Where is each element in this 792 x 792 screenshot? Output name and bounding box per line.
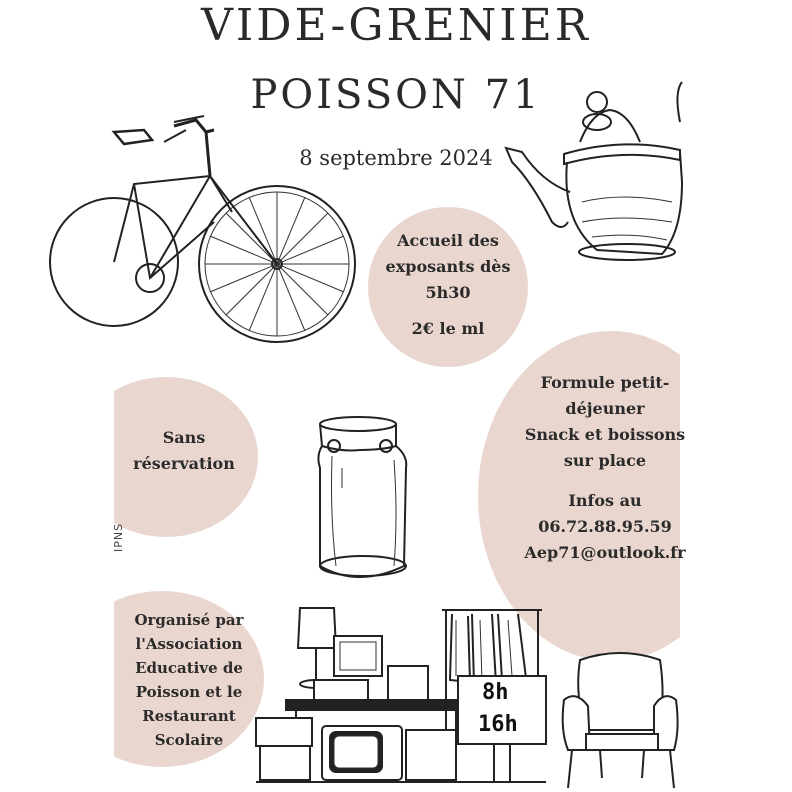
milk-can-illustration xyxy=(312,416,412,586)
reservation-line-2: réservation xyxy=(133,454,235,473)
accueil-line-4: 2€ le ml xyxy=(411,319,485,338)
organise-line-6: Scolaire xyxy=(154,731,224,749)
formule-line-6: 06.72.88.95.59 xyxy=(538,517,672,536)
closing-time: 16h xyxy=(478,712,518,737)
organise-line-5: Restaurant xyxy=(142,707,236,725)
teapot-illustration xyxy=(502,82,682,262)
organise-text xyxy=(116,608,262,752)
organise-line-2: l'Association xyxy=(135,635,243,653)
armchair-illustration xyxy=(560,650,680,790)
bicycle-illustration xyxy=(114,112,364,342)
ipns-label: IPNS xyxy=(112,522,125,552)
formule-line-4: sur place xyxy=(563,451,647,470)
reservation-line-1: Sans xyxy=(162,428,206,447)
formule-line-2: déjeuner xyxy=(565,399,645,418)
reservation-text xyxy=(114,425,254,477)
opening-time: 8h xyxy=(482,680,509,705)
title-line-1: VIDE-GRENIER xyxy=(201,0,591,51)
formule-line-5: Infos au xyxy=(568,491,642,510)
accueil-line-3: 5h30 xyxy=(425,283,471,302)
event-date: 8 septembre 2024 xyxy=(299,146,493,170)
margin-left xyxy=(0,0,114,792)
accueil-line-1: Accueil des xyxy=(397,231,499,250)
title-line-2: POISSON 71 xyxy=(250,72,542,118)
formule-line-1: Formule petit- xyxy=(540,373,670,392)
organise-line-1: Organisé par xyxy=(134,611,244,629)
formule-text xyxy=(500,370,710,566)
organise-line-3: Educative de xyxy=(135,659,243,677)
organise-line-4: Poisson et le xyxy=(135,683,243,701)
formule-line-7: Aep71@outlook.fr xyxy=(524,543,686,562)
formule-line-3: Snack et boissons xyxy=(524,425,686,444)
accueil-line-2: exposants dès xyxy=(385,257,511,276)
